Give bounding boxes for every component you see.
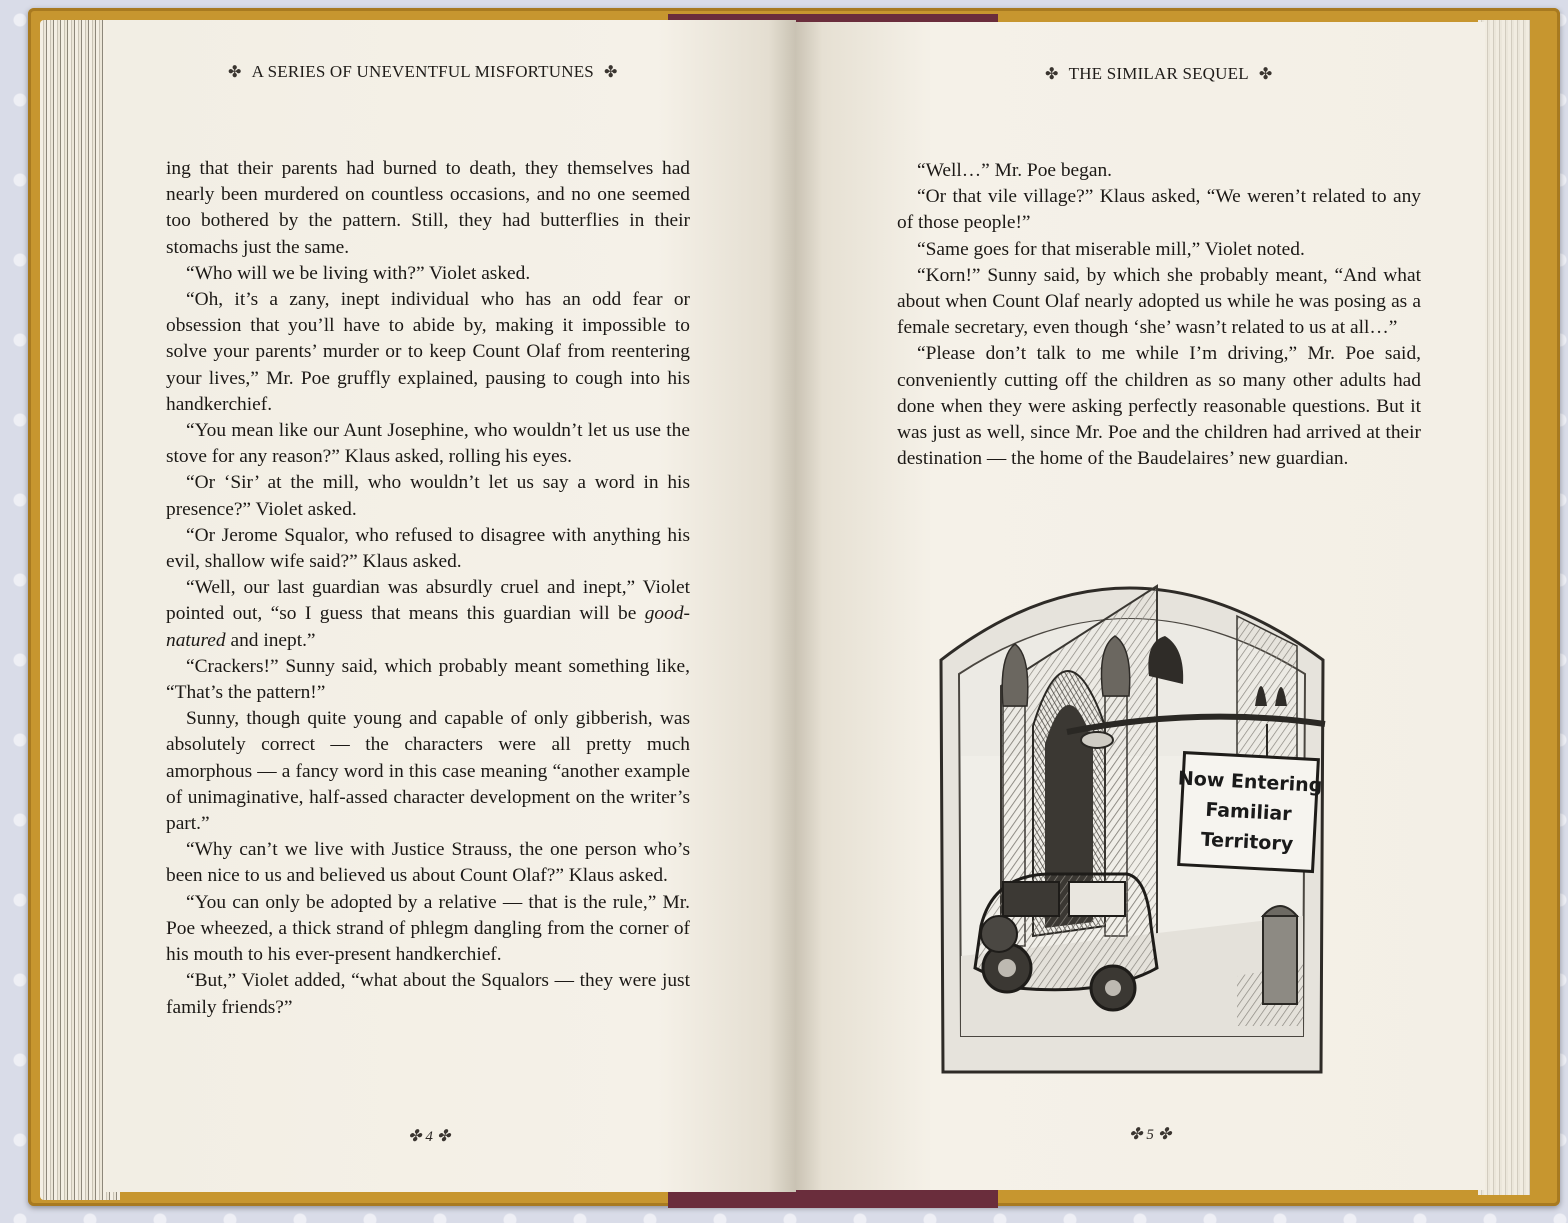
paragraph: “But,” Violet added, “what about the Squalors — they were just family friends?” (166, 970, 690, 1018)
paragraph: “Korn!” Sunny said, by which she probably meant, “And what about when Count Olaf nearly adopted us while he was posing as a female secretary, even though ‘she’ wasn’t related to us at all…” (897, 264, 1421, 339)
right-page (795, 22, 1485, 1190)
ornament-icon: ✤ (1045, 66, 1059, 83)
street-lamp (1081, 732, 1113, 748)
page-number: 4 (425, 1129, 433, 1145)
paragraph: “Who will we be living with?” Violet asked. (186, 262, 531, 284)
pencil-illustration (937, 556, 1329, 1076)
paragraph: “Crackers!” Sunny said, which probably meant something like, “That’s the pattern!” (166, 655, 690, 704)
sign-line: Now Entering (1177, 767, 1323, 797)
paragraph: “Oh, it’s a zany, inept individual who has an odd fear or obsession that you’ll have to abide by, making it impossible to solve your parents’ murder or to keep Count Olaf from reentering your lives,” Mr. Poe gruffly explained, pausing to cough into his handkerchief. (166, 289, 690, 415)
page-number-left (404, 1126, 454, 1146)
paragraph: “Or Jerome Squalor, who refused to disagree with anything his evil, shallow wife said?” Klaus asked. (166, 524, 690, 573)
paragraph: “You mean like our Aunt Josephine, who wouldn’t let us use the stove for any reason?” Klaus asked, rolling his eyes. (166, 420, 690, 468)
ornament-icon: ✤ (228, 64, 242, 81)
paragraph-text: “Well, our last guardian was absurdly cruel and inept,” Violet pointed out, “so I guess that means this guardian will be (166, 577, 690, 625)
left-page-text (166, 156, 690, 1021)
paragraph: “Please don’t talk to me while I’m driving,” Mr. Poe said, conveniently cutting off the children as so many other adults had done when they were asking perfectly reasonable questions. But it was just as well, since Mr. Poe and the children had arrived at their destination — the home of the Baudelaires’ new guardian. (897, 343, 1421, 470)
italic-phrase: good-natured (166, 603, 690, 651)
sign-line: Familiar (1204, 798, 1293, 826)
page-number-right (1125, 1124, 1175, 1144)
entering-sign (1173, 752, 1323, 871)
running-head-title: A SERIES OF UNEVENTFUL MISFORTUNES (251, 62, 594, 81)
running-head-left (218, 62, 628, 82)
right-page-text (897, 158, 1421, 472)
paragraph: ing that their parents had burned to death, they themselves had nearly been murdered on countless occasions, and no one seemed too bothered by the pattern. Still, they had butterflies in their stomachs just the same. (166, 158, 690, 258)
vintage-car (975, 874, 1157, 1010)
paragraph-text: and inept.” (230, 629, 316, 651)
paragraph: “Why can’t we live with Justice Strauss, the one person who’s been nice to us and believed us about Count Olaf?” Klaus asked. (166, 839, 690, 887)
running-head-title: THE SIMILAR SEQUEL (1068, 64, 1249, 83)
ornament-icon: ✤ (408, 1128, 422, 1145)
sign-line: Territory (1200, 828, 1294, 856)
paragraph: “Or ‘Sir’ at the mill, who wouldn’t let us say a word in his presence?” Violet asked. (166, 472, 690, 520)
ornament-icon: ✤ (603, 64, 618, 81)
paragraph: “Or that vile village?” Klaus asked, “We weren’t related to any of those people!” (897, 186, 1421, 234)
paragraph: “Same goes for that miserable mill,” Violet noted. (917, 238, 1305, 260)
ornament-icon: ✤ (1258, 66, 1273, 83)
running-head-right (1035, 64, 1282, 84)
spare-tire (981, 916, 1017, 952)
paragraph: Sunny, though quite young and capable of only gibberish, was absolutely correct — the characters were all pretty much amorphous — a fancy word in this case meaning “another example of unimaginative, half-assed character development on the writer’s part.” (166, 708, 690, 835)
paragraph: “You can only be adopted by a relative — that is the rule,” Mr. Poe wheezed, a thick strand of phlegm dangling from the corner of his mouth to his ever-present handkerchief. (166, 891, 690, 966)
ornament-icon: ✤ (1129, 1126, 1143, 1143)
page-number: 5 (1146, 1127, 1154, 1143)
ornament-icon: ✤ (436, 1128, 451, 1145)
paragraph: “Well…” Mr. Poe began. (917, 160, 1112, 181)
mailbox (1263, 906, 1297, 1004)
ornament-icon: ✤ (1157, 1126, 1172, 1143)
left-page (106, 20, 796, 1192)
paragraph (166, 575, 690, 654)
page-edges-right (1478, 20, 1530, 1195)
